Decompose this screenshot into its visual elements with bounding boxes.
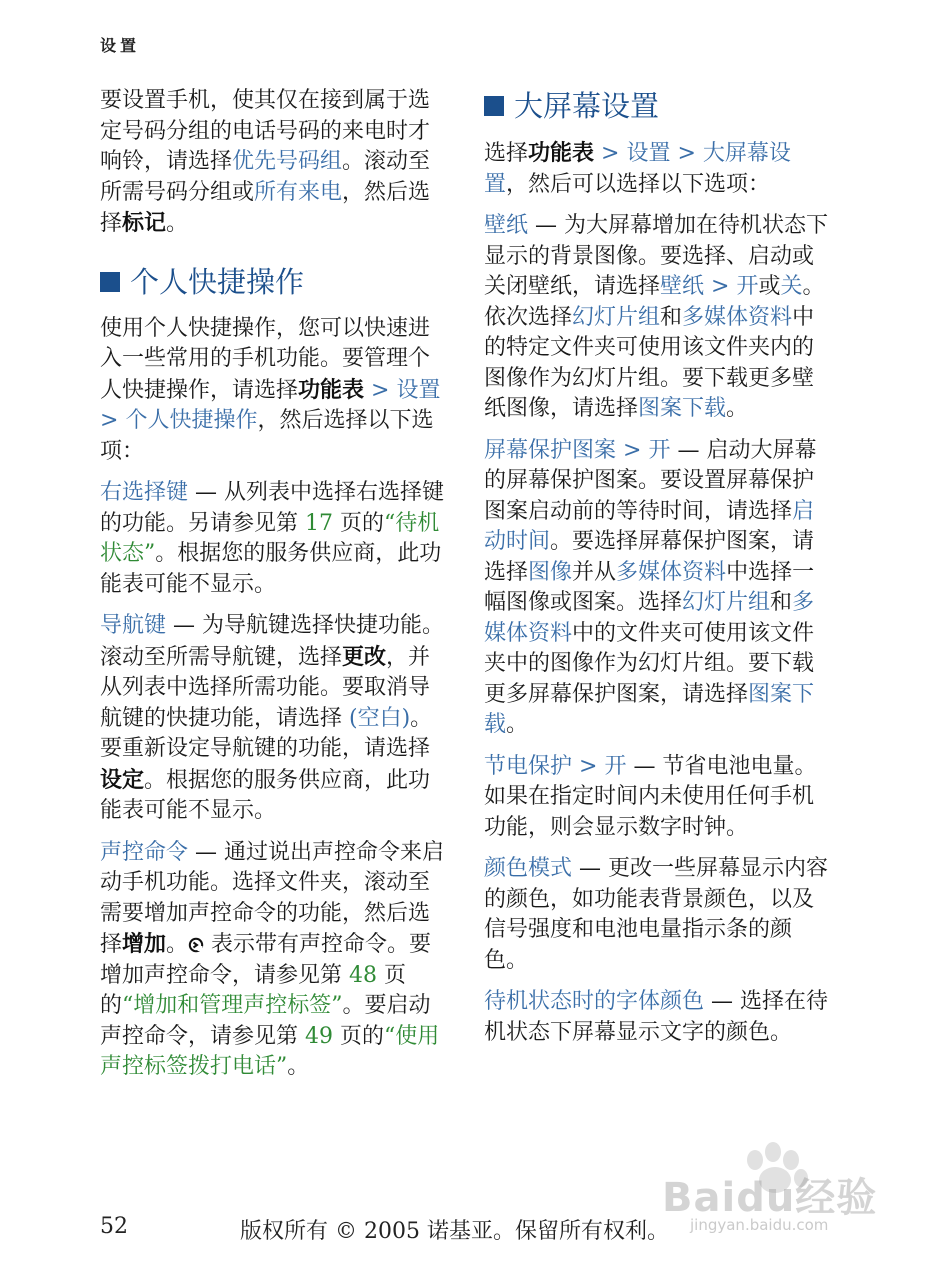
section-title-text: 大屏幕设置 xyxy=(514,89,660,123)
separator: > xyxy=(572,753,605,779)
menu-ref: 开 xyxy=(604,753,627,779)
item-navigation-key xyxy=(100,611,445,827)
softkey-change: 更改 xyxy=(342,643,387,670)
item-title: 声控命令 xyxy=(100,839,189,865)
menu-ref-settings: 设置 xyxy=(396,377,441,403)
section-title-text: 个人快捷操作 xyxy=(130,264,305,299)
text: ，然后选择以下选项： xyxy=(100,408,434,464)
page-ref: 49 xyxy=(305,1023,333,1049)
text: 。根据您的服务供应商，此功能表可能不显示。 xyxy=(100,767,431,823)
text: 并从 xyxy=(572,559,617,585)
text: 中选择一幅图像或图案。选择 xyxy=(484,559,815,615)
text: ，然后可以选择以下选项： xyxy=(506,171,771,197)
text: — 选择在待机状态下屏幕显示文字的颜色。 xyxy=(484,989,829,1045)
text: 页的 xyxy=(100,962,406,1018)
menu-ref: 多媒体资料 xyxy=(682,304,793,330)
item-right-selection-key xyxy=(100,478,445,600)
text: 和 xyxy=(660,304,683,330)
text: 。 xyxy=(166,932,189,957)
text: 。要重新设定导航键的功能，请选择 xyxy=(100,705,433,761)
item-voice-commands xyxy=(100,838,445,1083)
separator: > xyxy=(704,274,737,299)
text: ，然后选择 xyxy=(100,179,431,236)
text: — 为导航键选择快捷功能。滚动至所需导航键，选择 xyxy=(100,613,445,670)
intro-paragraph xyxy=(100,86,445,240)
text: 页的 xyxy=(333,1023,384,1049)
menu-ref: 开 xyxy=(736,274,759,299)
item-title: 节电保护 xyxy=(484,753,573,779)
text: 。要启动声控命令，请参见第 xyxy=(100,993,431,1049)
softkey-set: 设定 xyxy=(100,766,145,793)
text: 。依次选择 xyxy=(484,274,825,330)
softkey-menu: 功能表 xyxy=(298,376,365,403)
personal-shortcuts-intro xyxy=(100,314,445,468)
voice-command-icon xyxy=(188,937,204,953)
text: 页的 xyxy=(333,510,384,536)
menu-ref: 幻灯片组 xyxy=(572,304,661,330)
menu-ref: 多媒体资料 xyxy=(616,559,727,585)
separator: > xyxy=(670,141,703,166)
page-ref: 48 xyxy=(349,962,377,988)
heading-square-icon xyxy=(100,272,120,292)
text: 。 xyxy=(287,1054,310,1079)
text: — 更改一些屏幕显示内容的颜色，如功能表背景颜色，以及信号强度和电池电量指示条的颜色。 xyxy=(484,856,829,973)
text: 。要选择屏幕保护图案，请选择 xyxy=(484,529,815,585)
separator: > xyxy=(100,408,126,433)
text: 。滚动至所需号码分组或 xyxy=(100,149,431,205)
item-title: 壁纸 xyxy=(484,213,529,238)
running-header: 设置 xyxy=(100,36,141,55)
large-screen-intro xyxy=(484,138,829,200)
item-standby-font-color xyxy=(484,987,829,1048)
text: ，并从列表中选择所需功能。要取消导航键的快捷功能，请选择 xyxy=(100,644,431,731)
menu-ref: 图像 xyxy=(528,559,573,585)
text: 。根据您的服务供应商，此功能表可能不显示。 xyxy=(100,541,442,597)
menu-ref-personal-shortcuts: 个人快捷操作 xyxy=(125,408,258,433)
item-color-mode xyxy=(484,854,829,976)
softkey-mark: 标记 xyxy=(122,210,167,236)
separator: > xyxy=(364,377,397,403)
item-screensaver xyxy=(484,436,829,741)
text: — 通过说出声控命令来启动手机功能。选择文件夹，滚动至需要增加声控命令的功能，然后选择 xyxy=(100,839,445,957)
softkey-add: 增加 xyxy=(122,931,167,957)
watermark-text: Baidu经验 xyxy=(662,1175,878,1221)
item-wallpaper xyxy=(484,211,829,425)
section-title-large-screen xyxy=(484,86,829,126)
page-ref: 17 xyxy=(305,510,333,536)
menu-ref-large-screen: 大屏幕设置 xyxy=(484,141,791,197)
menu-ref: 图案下载 xyxy=(484,681,815,737)
menu-ref-all-calls: 所有来电 xyxy=(254,179,343,205)
item-title: 颜色模式 xyxy=(484,856,573,881)
cross-ref: “待机状态” xyxy=(100,510,440,566)
text: — 启动大屏幕的屏幕保护图案。要设置屏幕保护图案启动前的等待时间，请选择 xyxy=(484,437,817,524)
copyright-notice: 版权所有 © 2005 诺基亚。保留所有权利。 xyxy=(240,1219,669,1244)
cross-ref: “增加和管理声控标签” xyxy=(122,993,343,1018)
text: — 为大屏幕增加在待机状态下显示的背景图像。要选择、启动或关闭壁纸，请选择 xyxy=(484,213,829,299)
menu-ref: 壁纸 xyxy=(660,274,705,299)
menu-ref: 启动时间 xyxy=(484,498,815,554)
text: 中的文件夹可使用该文件夹中的图像作为幻灯片组。要下载更多屏幕保护图案，请选择 xyxy=(484,620,815,707)
left-column xyxy=(100,86,445,1094)
text: 表示带有声控命令。要增加声控命令，请参见第 xyxy=(100,932,432,988)
watermark-url: jingyan.baidu.com xyxy=(690,1216,829,1234)
text: 和 xyxy=(770,590,793,615)
right-column xyxy=(484,86,829,1059)
item-power-saver xyxy=(484,752,829,844)
menu-ref-settings: 设置 xyxy=(626,141,671,166)
softkey-menu: 功能表 xyxy=(528,140,595,166)
menu-ref: 开 xyxy=(648,437,671,463)
heading-square-icon xyxy=(484,96,504,116)
menu-ref-empty: (空白) xyxy=(349,705,411,731)
text: 选择 xyxy=(484,141,529,166)
separator: > xyxy=(594,141,627,166)
text: 使用个人快捷操作，您可以快速进入一些常用的手机功能。要管理个人快捷操作，请选择 xyxy=(100,315,431,403)
menu-ref: 图案下载 xyxy=(638,396,727,421)
text: 中的特定文件夹可使用该文件夹内的图像作为幻灯片组。要下载更多壁纸图像，请选择 xyxy=(484,304,815,421)
text: 。 xyxy=(506,712,529,737)
item-title: 右选择键 xyxy=(100,480,189,505)
menu-ref-priority-group: 优先号码组 xyxy=(232,149,343,174)
text: 或 xyxy=(758,274,781,299)
text: 要设置手机，使其仅在接到属于选定号码分组的电话号码的来电时才响铃，请选择 xyxy=(100,88,431,174)
cross-ref: “使用声控标签拨打电话” xyxy=(100,1023,440,1079)
item-title: 屏幕保护图案 xyxy=(484,437,617,463)
item-title: 待机状态时的字体颜色 xyxy=(484,989,705,1014)
text: 。 xyxy=(726,396,749,421)
text: — 节省电池电量。如果在指定时间内未使用任何手机功能，则会显示数字时钟。 xyxy=(484,753,817,840)
menu-ref: 关 xyxy=(780,274,803,299)
item-title: 导航键 xyxy=(100,613,167,638)
menu-ref: 多媒体资料 xyxy=(484,590,815,646)
text: — 从列表中选择右选择键的功能。另请参见第 xyxy=(100,480,445,536)
separator: > xyxy=(616,437,649,463)
menu-ref: 幻灯片组 xyxy=(682,590,771,615)
page-number: 52 xyxy=(100,1214,128,1239)
text: 。 xyxy=(166,211,189,236)
section-title-personal-shortcuts xyxy=(100,262,445,302)
